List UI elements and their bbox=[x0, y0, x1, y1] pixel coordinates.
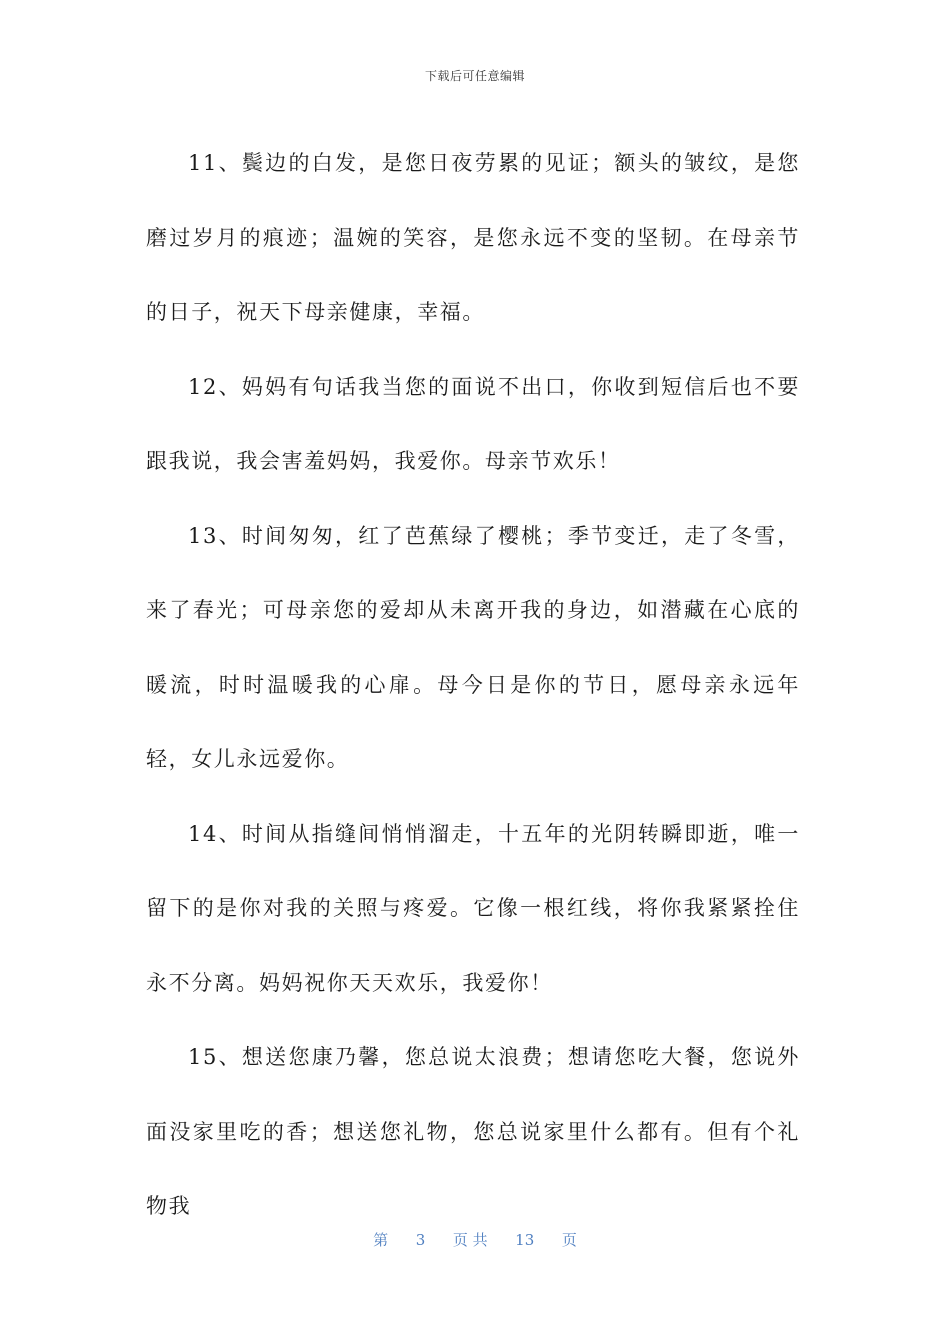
paragraph-13: 13、时间匆匆，红了芭蕉绿了樱桃；季节变迁，走了冬雪，来了春光；可母亲您的爱却从未离开我的身边，如潜藏在心底的暖流，时时温暖我的心扉。母今日是你的节日，愿母亲永远年轻，女儿永远爱你。 bbox=[146, 523, 800, 771]
paragraph-14: 14、时间从指缝间悄悄溜走，十五年的光阴转瞬即逝，唯一留下的是你对我的关照与疼爱。它像一根红线，将你我紧紧拴住永不分离。妈妈祝你天天欢乐，我爱你！ bbox=[146, 821, 800, 995]
footer-current-page: 3 bbox=[415, 1231, 426, 1249]
header-note: 下载后可任意编辑 bbox=[424, 69, 525, 83]
paragraph-11: 11、鬓边的白发，是您日夜劳累的见证；额头的皱纹，是您磨过岁月的痕迹；温婉的笑容，是您永远不变的坚韧。在母亲节的日子，祝天下母亲健康，幸福。 bbox=[146, 151, 800, 324]
footer-page-suffix: 页 bbox=[561, 1231, 577, 1249]
document-body bbox=[146, 126, 800, 1244]
paragraph-12: 12、妈妈有句话我当您的面说不出口，你收到短信后也不要跟我说，我会害羞妈妈，我爱你。母亲节欢乐！ bbox=[146, 374, 800, 473]
page-header bbox=[0, 67, 950, 84]
footer-total-pages: 13 bbox=[515, 1231, 535, 1249]
footer-page-middle: 页 共 bbox=[452, 1231, 488, 1249]
paragraph-15: 15、想送您康乃馨，您总说太浪费；想请您吃大餐，您说外面没家里吃的香；想送您礼物，您总说家里什么都有。但有个礼物我 bbox=[146, 1045, 800, 1218]
page-footer bbox=[0, 1229, 950, 1250]
footer-page-prefix: 第 bbox=[373, 1231, 389, 1249]
